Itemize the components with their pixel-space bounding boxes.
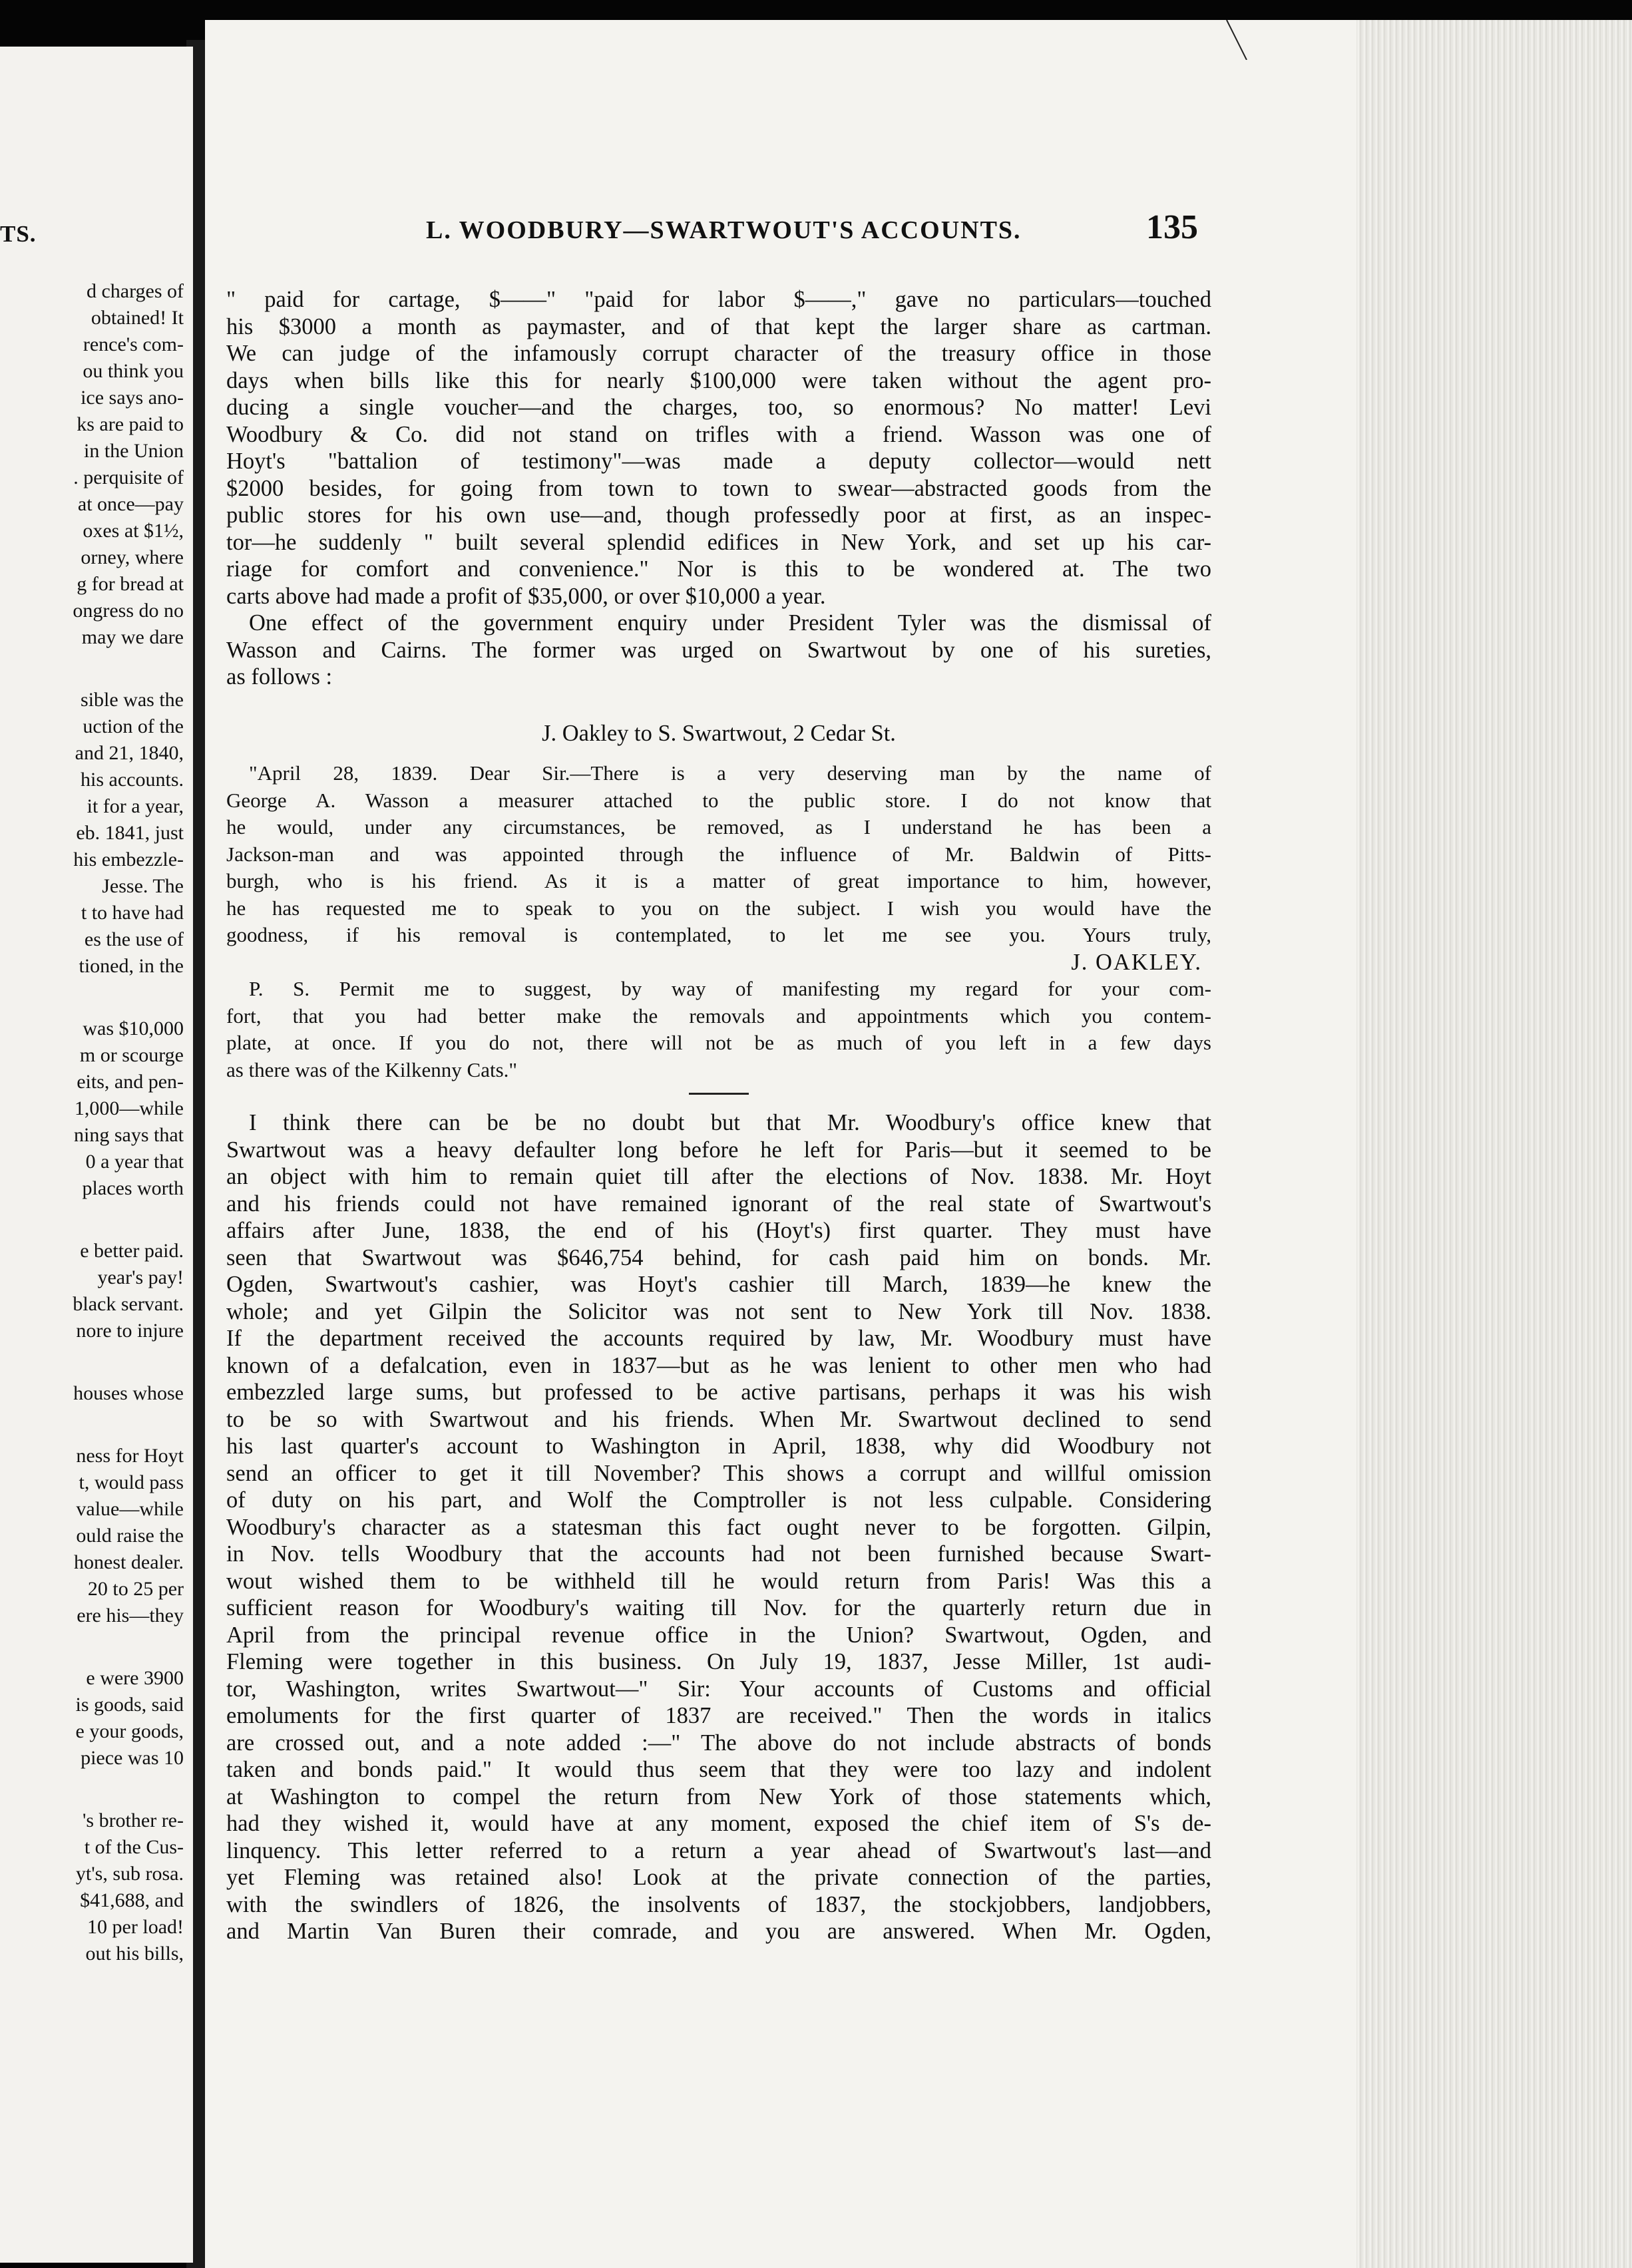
text-line: tor—he suddenly " built several splendid edifices in New York, and set up his car- <box>226 529 1211 555</box>
paragraph-2 <box>226 610 1211 691</box>
left-page-line <box>0 1344 184 1380</box>
left-page-line: and 21, 1840, <box>75 742 184 764</box>
left-page-line: 20 to 25 per <box>87 1578 184 1600</box>
text-line: at Washington to compel the return from New York of those statements which, <box>226 1784 1211 1809</box>
left-page-line: m or scourge <box>79 1044 184 1066</box>
left-page-line: ere his—they <box>77 1605 184 1626</box>
text-line: and Martin Van Buren their comrade, and you are answered. When Mr. Ogden, <box>226 1919 1211 1944</box>
left-page-line: may we dare <box>81 626 184 648</box>
left-page-line <box>0 1772 184 1807</box>
letter-signature: J. OAKLEY. <box>1071 949 1202 975</box>
section-divider <box>689 1093 749 1095</box>
left-page-line <box>0 651 184 687</box>
letter-line: Jackson-man and was appointed through the influence of Mr. Baldwin of Pitts- <box>226 842 1211 866</box>
corner-mark <box>1223 20 1250 60</box>
left-page-line: uction of the <box>83 715 184 737</box>
text-line: If the department received the accounts required by law, Mr. Woodbury must have <box>226 1326 1211 1351</box>
left-page-line: $41,688, and <box>80 1889 184 1911</box>
text-line: riage for comfort and convenience." Nor is this to be wondered at. The two <box>226 556 1211 582</box>
text-line: We can judge of the infamously corrupt character of the treasury office in those <box>226 341 1211 366</box>
text-line: send an officer to get it till November? This shows a corrupt and willful omission <box>226 1460 1211 1486</box>
text-line: Hoyt's "battalion of testimony"—was made a deputy collector—would nett <box>226 449 1211 474</box>
left-page-line: t of the Cus- <box>84 1836 184 1858</box>
left-page-line: black servant. <box>73 1293 184 1315</box>
left-page-line <box>0 1629 184 1665</box>
left-page-line <box>0 1202 184 1238</box>
left-page-line: ongress do no <box>73 600 184 622</box>
letter-line: burgh, who is his friend. As it is a matter of great importance to him, however, <box>226 869 1211 892</box>
left-page-text <box>0 278 184 1967</box>
text-line: ducing a single voucher—and the charges, too, so enormous? No matter! Levi <box>226 395 1211 420</box>
left-page-line: 1,000—while <box>74 1097 184 1119</box>
running-head-title: L. WOODBURY—SWARTWOUT'S ACCOUNTS. <box>426 216 1022 244</box>
left-page-line: Jesse. The <box>102 875 184 897</box>
left-page-line: ks are paid to <box>77 413 184 435</box>
left-page-line: e were 3900 <box>86 1667 184 1689</box>
left-page-line: ice says ano- <box>81 387 184 409</box>
letter-line: George A. Wasson a measurer attached to the public store. I do not know that <box>226 788 1211 812</box>
paragraph-3 <box>226 1109 1211 1945</box>
text-line: are crossed out, and a note added :—" The above do not include abstracts of bonds <box>226 1730 1211 1756</box>
text-line: carts above had made a profit of $35,000, or over $10,000 a year. <box>226 583 826 609</box>
left-page-line: tioned, in the <box>79 955 184 977</box>
text-line: linquency. This letter referred to a return a year ahead of Swartwout's last—and <box>226 1837 1211 1863</box>
text-line: embezzled large sums, but professed to be active partisans, perhaps it was his wish <box>226 1380 1211 1405</box>
text-line: had they wished it, would have at any moment, exposed the chief item of S's de- <box>226 1811 1211 1836</box>
left-page-line: orney, where <box>81 546 184 568</box>
left-page-line: 's brother re- <box>82 1809 184 1831</box>
text-line: wout wished them to be withheld till he would return from Paris! Was this a <box>226 1568 1211 1594</box>
left-page-line: 0 a year that <box>85 1151 184 1173</box>
left-page-line: yt's, sub rosa. <box>75 1863 184 1885</box>
left-page-line: at once—pay <box>77 493 184 515</box>
text-line: Woodbury & Co. did not stand on trifles with a friend. Wasson was one of <box>226 421 1211 447</box>
text-line: and his friends could not have remained ignorant of the real state of Swartwout's <box>226 1191 1211 1217</box>
left-page-line: ould raise the <box>76 1525 184 1547</box>
left-page-line: honest dealer. <box>74 1551 184 1573</box>
left-page-line: year's pay! <box>97 1266 184 1288</box>
text-line: of duty on his part, and Wolf the Comptroller is not less culpable. Considering <box>226 1487 1211 1513</box>
left-page-line: value—while <box>76 1498 184 1520</box>
text-line: known of a defalcation, even in 1837—but as he was lenient to other men who had <box>226 1352 1211 1378</box>
text-line: in Nov. tells Woodbury that the accounts had not been furnished because Swart- <box>226 1541 1211 1567</box>
text-line: April from the principal revenue office in the Union? Swartwout, Ogden, and <box>226 1622 1211 1648</box>
left-page-line: ness for Hoyt <box>76 1445 184 1467</box>
text-line: " paid for cartage, $——" "paid for labor $——," gave no particulars—touched <box>226 287 1211 312</box>
left-page-line: piece was 10 <box>81 1747 184 1769</box>
left-page-line: d charges of <box>86 280 184 302</box>
postscript-line: plate, at once. If you do not, there will not be as much of you left in a few days <box>226 1031 1211 1054</box>
left-page-line: was $10,000 <box>83 1018 184 1040</box>
left-page-line: e your goods, <box>75 1720 184 1742</box>
text-line: $2000 besides, for going from town to town to swear—abstracted goods from the <box>226 475 1211 501</box>
letter-line: he has requested me to speak to you on the subject. I wish you would have the <box>226 896 1211 920</box>
left-page-line: obtained! It <box>91 307 184 329</box>
left-page-line: e better paid. <box>80 1240 184 1262</box>
letter-line: he would, under any circumstances, be removed, as I understand he has been a <box>226 815 1211 839</box>
text-line: Swartwout was a heavy defaulter long before he left for Paris—but it seemed to be <box>226 1137 1211 1163</box>
left-page-line: . perquisite of <box>73 467 184 488</box>
left-page-line: his accounts. <box>81 769 184 791</box>
text-line: sufficient reason for Woodbury's waiting till Nov. for the quarterly return due in <box>226 1595 1211 1620</box>
left-page-line: nore to injure <box>76 1320 184 1342</box>
left-page-fragment <box>0 47 193 2263</box>
left-page-line: eits, and pen- <box>77 1071 184 1093</box>
text-line: Fleming were together in this business. On July 19, 1837, Jesse Miller, 1st audi- <box>226 1649 1211 1674</box>
text-line: yet Fleming was retained also! Look at the private connection of the parties, <box>226 1865 1211 1890</box>
left-page-line: houses whose <box>73 1382 184 1404</box>
text-line: tor, Washington, writes Swartwout—" Sir: Your accounts of Customs and official <box>226 1676 1211 1702</box>
text-line: whole; and yet Gilpin the Solicitor was not sent to New York till Nov. 1838. <box>226 1298 1211 1324</box>
postscript-line: as there was of the Kilkenny Cats." <box>226 1057 518 1081</box>
paragraph-1 <box>226 286 1211 610</box>
text-line: an object with him to remain quiet till after the elections of Nov. 1838. Mr. Hoyt <box>226 1164 1211 1189</box>
left-page-line: ou think you <box>83 360 184 382</box>
left-page-line <box>0 1407 184 1443</box>
text-line: to be so with Swartwout and his friends. When Mr. Swartwout declined to send <box>226 1406 1211 1432</box>
body-text <box>226 286 1211 1945</box>
text-line: days when bills like this for nearly $100,000 were taken without the agent pro- <box>226 367 1211 393</box>
left-page-line: is goods, said <box>75 1694 184 1716</box>
left-page-line: g for bread at <box>77 573 184 595</box>
left-running-head: TS. <box>0 221 37 247</box>
left-page-line: oxes at $1½, <box>83 520 184 542</box>
left-page-line: t, would pass <box>79 1471 184 1493</box>
left-page-line: ning says that <box>74 1124 184 1146</box>
left-page-line: it for a year, <box>87 795 184 817</box>
text-line: taken and bonds paid." It would thus seem that they were too lazy and indolent <box>226 1757 1211 1782</box>
text-line: his $3000 a month as paymaster, and of that kept the larger share as cartman. <box>226 313 1211 339</box>
letter-heading: J. Oakley to S. Swartwout, 2 Cedar St. <box>542 720 896 746</box>
text-line: Ogden, Swartwout's cashier, was Hoyt's cashier till March, 1839—he knew the <box>226 1272 1211 1297</box>
text-line: his last quarter's account to Washington in April, 1838, why did Woodbury not <box>226 1433 1211 1459</box>
text-line: I think there can be be no doubt but that Mr. Woodbury's office knew that <box>249 1110 1211 1135</box>
left-page-line: out his bills, <box>85 1943 184 1965</box>
left-page-line: 10 per load! <box>87 1916 184 1938</box>
left-page-line: t to have had <box>81 902 184 924</box>
letter-postscript <box>226 976 1211 1083</box>
text-line: public stores for his own use—and, though professedly poor at first, as an inspec- <box>226 502 1211 528</box>
text-line: Woodbury's character as a statesman this fact ought never to be forgotten. Gilpin, <box>226 1514 1211 1540</box>
text-line: seen that Swartwout was $646,754 behind, for cash paid him on bonds. Mr. <box>226 1244 1211 1270</box>
left-page-line: places worth <box>82 1177 184 1199</box>
postscript-line: P. S. Permit me to suggest, by way of manifesting my regard for your com- <box>249 977 1211 1000</box>
text-line: One effect of the government enquiry under President Tyler was the dismissal of <box>249 610 1211 636</box>
letter-line: goodness, if his removal is contemplated, to let me see you. Yours truly, <box>226 923 1211 946</box>
page-number: 135 <box>1146 208 1198 246</box>
letter-line: "April 28, 1839. Dear Sir.—There is a very deserving man by the name of <box>249 761 1211 785</box>
left-page-line <box>0 980 184 1016</box>
page-edge-stack <box>1356 20 1632 2268</box>
text-line: with the swindlers of 1826, the insolvents of 1837, the stockjobbers, landjobbers, <box>226 1891 1211 1917</box>
left-page-line: rence's com- <box>83 333 184 355</box>
left-page-line: in the Union <box>84 440 184 462</box>
text-line: affairs after June, 1838, the end of his (Hoyt's) first quarter. They must have <box>226 1218 1211 1243</box>
letter-body <box>226 760 1211 949</box>
text-line: emoluments for the first quarter of 1837 are received." Then the words in italics <box>226 1703 1211 1728</box>
text-line: as follows : <box>226 664 333 689</box>
postscript-line: fort, that you had better make the removals and appointments which you contem- <box>226 1004 1211 1028</box>
left-page-line: sible was the <box>81 689 184 711</box>
running-head <box>233 208 1198 247</box>
left-page-line: es the use of <box>84 928 184 950</box>
left-page-line: eb. 1841, just <box>76 822 184 844</box>
text-line: Wasson and Cairns. The former was urged on Swartwout by one of his sureties, <box>226 637 1211 663</box>
left-page-line: his embezzle- <box>73 849 184 870</box>
